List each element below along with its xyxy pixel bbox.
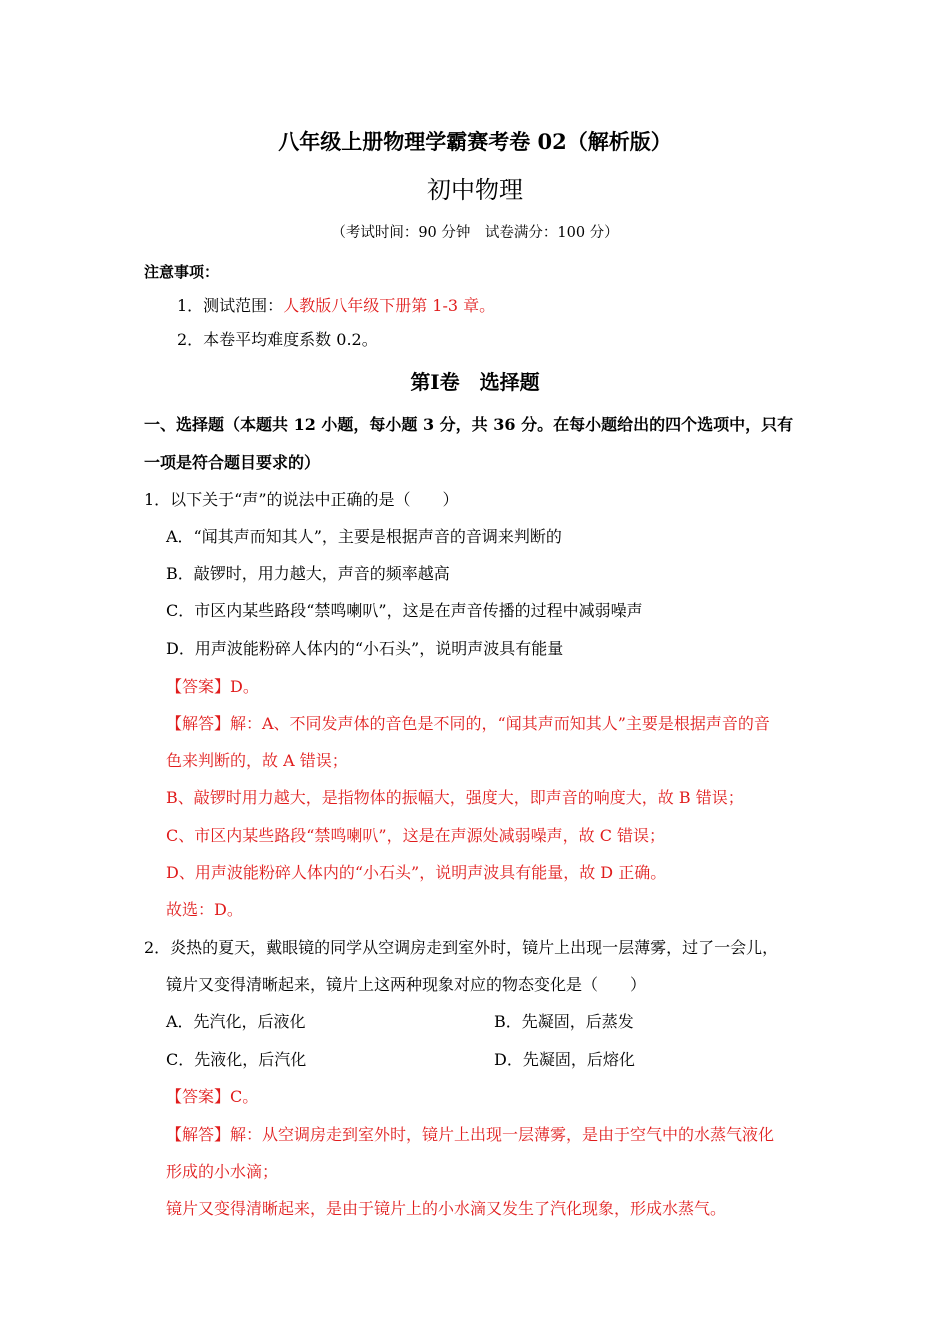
question-1-stem: 1．以下关于“声”的说法中正确的是（ ） <box>144 490 459 509</box>
document-subtitle: 初中物理 <box>427 176 523 204</box>
question-1-option-b: B．敲锣时，用力越大，声音的频率越高 <box>166 564 450 583</box>
question-1-conclusion: 故选：D。 <box>166 900 243 919</box>
notes-item-2: 2．本卷平均难度系数 0.2。 <box>177 330 378 349</box>
question-2-option-b: B．先凝固，后蒸发 <box>494 1012 634 1031</box>
document-title: 八年级上册物理学霸赛考卷 02（解析版） <box>278 129 672 154</box>
question-2-option-a: A．先汽化，后液化 <box>166 1012 306 1031</box>
question-1-option-a: A．“闻其声而知其人”，主要是根据声音的音调来判断的 <box>166 527 562 546</box>
question-2-analysis-line-1: 【解答】解：从空调房走到室外时，镜片上出现一层薄雾，是由于空气中的水蒸气液化 <box>166 1125 775 1144</box>
question-1-option-d: D．用声波能粉碎人体内的“小石头”，说明声波具有能量 <box>166 639 564 658</box>
question-2-option-c: C．先液化，后汽化 <box>166 1050 307 1069</box>
question-2-stem-line-1: 2．炎热的夏天，戴眼镜的同学从空调房走到室外时，镜片上出现一层薄雾，过了一会儿， <box>144 938 779 957</box>
question-1-option-c: C．市区内某些路段“禁鸣喇叭”，这是在声音传播的过程中减弱噪声 <box>166 601 643 620</box>
question-2-analysis-line-2: 形成的小水滴； <box>166 1162 279 1181</box>
notes-item-1 <box>177 296 495 316</box>
question-1-analysis-line-5: D、用声波能粉碎人体内的“小石头”，说明声波具有能量，故 D 正确。 <box>166 863 667 882</box>
section-instruction-line-2: 一项是符合题目要求的） <box>144 453 321 472</box>
question-2-answer: 【答案】C。 <box>166 1087 259 1106</box>
question-1-analysis-line-3: B、敲锣时用力越大，是指物体的振幅大，强度大，即声音的响度大，故 B 错误； <box>166 788 744 807</box>
question-2-stem-line-2: 镜片又变得清晰起来，镜片上这两种现象对应的物态变化是（ ） <box>166 975 647 994</box>
question-1-answer: 【答案】D。 <box>166 677 259 696</box>
question-1-analysis-line-2: 色来判断的，故 A 错误； <box>166 751 348 770</box>
question-1-analysis-line-1: 【解答】解：A、不同发声体的音色是不同的，“闻其声而知其人”主要是根据声音的音 <box>166 714 770 733</box>
notes-heading: 注意事项： <box>144 263 220 281</box>
notes-item-1-highlight: 人教版八年级下册第 1-3 章。 <box>283 296 496 315</box>
question-2-analysis-line-3: 镜片又变得清晰起来，是由于镜片上的小水滴又发生了汽化现象，形成水蒸气。 <box>166 1199 727 1218</box>
exam-info: （考试时间：90 分钟 试卷满分：100 分） <box>331 225 619 241</box>
question-2-option-d: D．先凝固，后熔化 <box>494 1050 635 1069</box>
notes-item-1-prefix: 1．测试范围： <box>177 296 284 315</box>
question-1-analysis-line-4: C、市区内某些路段“禁鸣喇叭”，这是在声源处减弱噪声，故 C 错误； <box>166 826 666 845</box>
section-heading: 第Ⅰ卷 选择题 <box>410 370 540 394</box>
section-instruction-line-1: 一、选择题（本题共 12 小题，每小题 3 分，共 36 分。在每小题给出的四个选项中，只有 <box>144 415 794 434</box>
